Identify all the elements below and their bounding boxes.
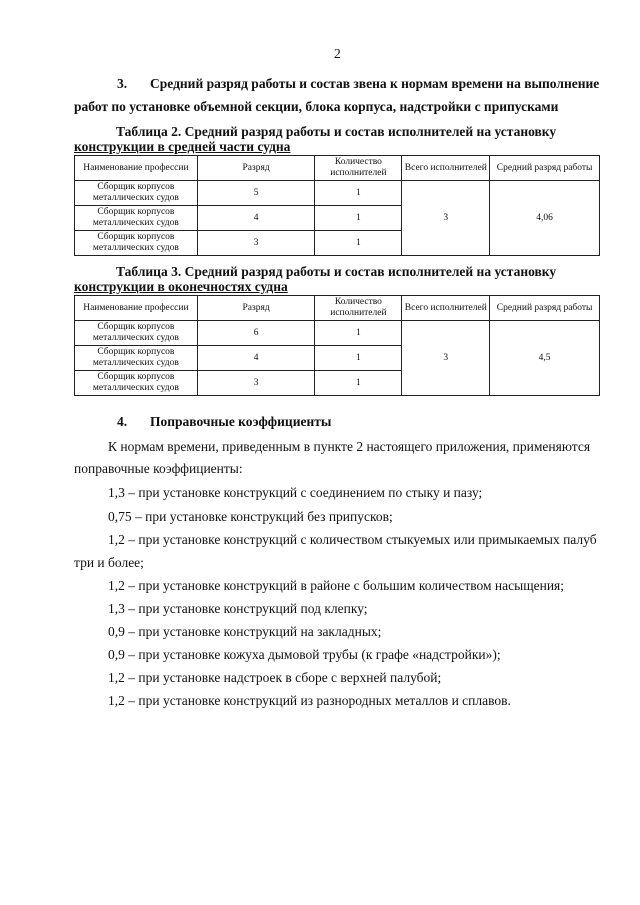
table-header-row <box>75 296 600 321</box>
coefficient-item: 1,2 – при установке конструкций в районе с большим количеством насыщения; <box>108 578 565 593</box>
header-cell: Количество исполнителей <box>315 296 402 321</box>
table3-caption-line2: конструкции в оконечностях судна <box>74 279 288 294</box>
total-cell: 3 <box>402 321 490 396</box>
section4-number: 4. <box>117 414 128 429</box>
coefficient-item: 1,2 – при установке конструкций из разнородных металлов и сплавов. <box>108 693 511 708</box>
profession-cell: Сборщик корпусов металлических судов <box>75 346 198 371</box>
section4-intro-line1: К нормам времени, приведенным в пункте 2 настоящего приложения, применяются <box>108 439 591 454</box>
count-cell: 1 <box>315 206 402 231</box>
average-cell: 4,5 <box>490 321 600 396</box>
section4-intro-line2: поправочные коэффициенты: <box>74 461 243 476</box>
header-cell: Всего исполнителей <box>402 296 490 321</box>
table-header-row <box>75 156 600 181</box>
coefficient-item: 1,3 – при установке конструкций под клепку; <box>108 601 368 616</box>
grade-cell: 4 <box>197 346 315 371</box>
coefficient-item: три и более; <box>74 555 144 570</box>
table3 <box>74 295 600 396</box>
grade-cell: 5 <box>197 181 315 206</box>
grade-cell: 3 <box>197 231 315 256</box>
section3-number: 3. <box>117 76 128 91</box>
count-cell: 1 <box>315 371 402 396</box>
total-cell: 3 <box>402 181 490 256</box>
profession-cell: Сборщик корпусов металлических судов <box>75 206 198 231</box>
profession-cell: Сборщик корпусов металлических судов <box>75 321 198 346</box>
coefficient-item: 1,3 – при установке конструкций с соединением по стыку и пазу; <box>108 485 483 500</box>
profession-cell: Сборщик корпусов металлических судов <box>75 371 198 396</box>
table3-caption-line1: Таблица 3. Средний разряд работы и состав исполнителей на установку <box>116 264 557 279</box>
coefficient-item: 0,75 – при установке конструкций без припусков; <box>108 509 393 524</box>
header-cell: Средний разряд работы <box>490 296 600 321</box>
header-cell: Наименование профессии <box>75 156 198 181</box>
count-cell: 1 <box>315 321 402 346</box>
profession-cell: Сборщик корпусов металлических судов <box>75 181 198 206</box>
header-cell: Разряд <box>197 156 315 181</box>
table2-caption-line1: Таблица 2. Средний разряд работы и состав исполнителей на установку <box>116 124 557 139</box>
count-cell: 1 <box>315 346 402 371</box>
coefficient-item: 1,2 – при установке надстроек в сборе с верхней палубой; <box>108 670 442 685</box>
section3-title-line1: Средний разряд работы и состав звена к нормам времени на выполнение <box>150 76 600 91</box>
header-cell: Количество исполнителей <box>315 156 402 181</box>
count-cell: 1 <box>315 231 402 256</box>
table-row <box>75 181 600 206</box>
count-cell: 1 <box>315 181 402 206</box>
average-cell: 4,06 <box>490 181 600 256</box>
table2 <box>74 155 600 256</box>
page-number: 2 <box>334 46 341 61</box>
grade-cell: 4 <box>197 206 315 231</box>
header-cell: Разряд <box>197 296 315 321</box>
table-row <box>75 321 600 346</box>
coefficient-item: 1,2 – при установке конструкций с количеством стыкуемых или примыкаемых палуб <box>108 532 597 547</box>
table2-caption-line2: конструкции в средней части судна <box>74 139 291 154</box>
grade-cell: 6 <box>197 321 315 346</box>
header-cell: Средний разряд работы <box>490 156 600 181</box>
section3-title-line2: работ по установке объемной секции, блока корпуса, надстройки с припусками <box>74 99 559 114</box>
section4-title: Поправочные коэффициенты <box>150 414 332 429</box>
header-cell: Наименование профессии <box>75 296 198 321</box>
coefficient-item: 0,9 – при установке конструкций на закладных; <box>108 624 382 639</box>
coefficient-item: 0,9 – при установке кожуха дымовой трубы (к графе «надстройки»); <box>108 647 501 662</box>
grade-cell: 3 <box>197 371 315 396</box>
header-cell: Всего исполнителей <box>402 156 490 181</box>
profession-cell: Сборщик корпусов металлических судов <box>75 231 198 256</box>
